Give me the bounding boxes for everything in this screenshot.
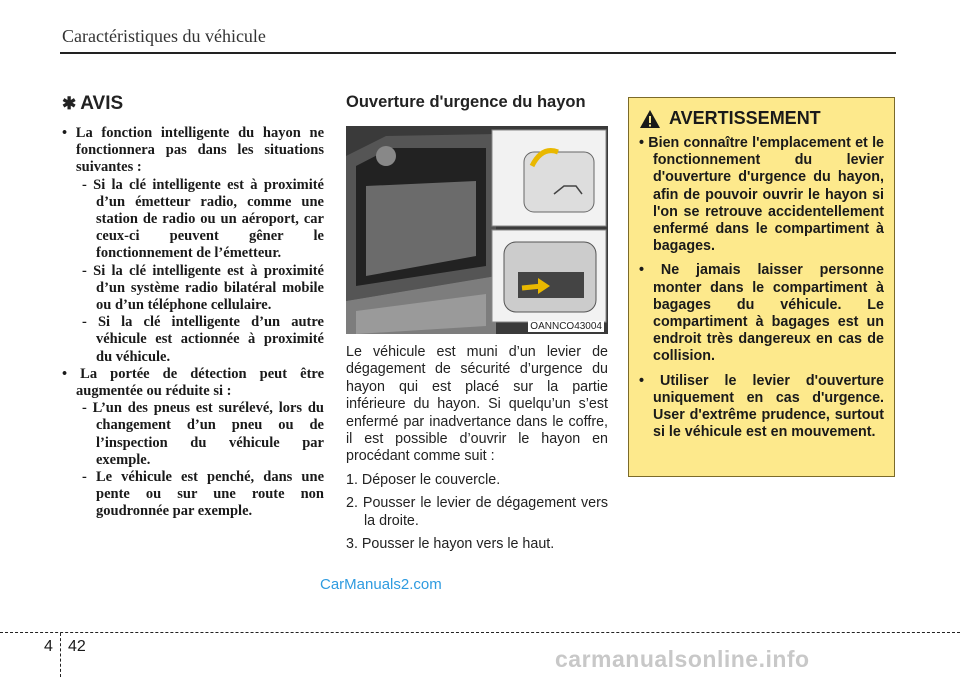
warning-triangle-icon (639, 109, 661, 129)
emergency-intro: Le véhicule est muni d’un levier de dégagement de sécurité d’urgence du hayon qui est placé sur la partie inférieure du hayon. Si quelqu’un s’est enfermé par inadvertance dans le coffre, il est possible d’ouvrir le hayon en procédant comme suit : (346, 344, 608, 465)
avis-heading (62, 93, 324, 115)
watermark-link[interactable]: CarManuals2.com (320, 576, 442, 593)
page-header-title: Caractéristiques du véhicule (62, 26, 266, 46)
watermark-bottom: carmanualsonline.info (555, 646, 810, 672)
warning-heading (639, 108, 884, 129)
avis-sub-1-2: - Si la clé intelligente est à proximité d’un système radio bilatéral mobile ou d’un téléphone cellulaire. (82, 262, 324, 314)
emergency-step-1: 1. Déposer le couvercle. (346, 471, 501, 488)
figure-caption: OANNCO43004 (530, 321, 602, 332)
star-icon: ✱ (62, 94, 77, 113)
emergency-section (346, 93, 608, 553)
warning-title: AVERTISSEMENT (669, 108, 821, 128)
tailgate-release-figure (346, 126, 608, 334)
avis-sub-1-1: - Si la clé intelligente est à proximité d’un émetteur radio, comme une station de radio ou un aéroport, car ceux-ci peuvent gêner le fonctionnement de l’émetteur. (82, 176, 324, 262)
warning-box (628, 97, 895, 477)
footer-divider (0, 632, 960, 633)
tailgate-illustration (346, 126, 608, 334)
emergency-body (346, 344, 608, 553)
avis-sub-2-1: - L’un des pneus est surélevé, lors du changement d’un pneu ou de l’inspection du véhicule par exemple. (82, 400, 324, 468)
avis-section (62, 93, 324, 521)
avis-bullet-1: • La fonction intelligente du hayon ne fonctionnera pas dans les situations suivantes : (62, 125, 325, 176)
header-rule (60, 52, 896, 54)
avis-sub-1-3: - Si la clé intelligente d’un autre véhicule est actionnée à proximité du véhicule. (82, 314, 324, 365)
avis-bullet-2: • La portée de détection peut être augmentée ou réduite si : (62, 365, 325, 400)
chapter-number: 4 (44, 638, 53, 655)
emergency-title: Ouverture d'urgence du hayon (346, 93, 586, 111)
avis-sub-2-2: - Le véhicule est penché, dans une pente ou sur une route non goudronnée par exemple. (82, 469, 324, 520)
emergency-step-3: 3. Pousser le hayon vers le haut. (346, 536, 555, 553)
warning-item-3: • Utiliser le levier d'ouverture uniquement en cas d'urgence. User d'extrême prudence, surtout si le véhicule est en mouvement. (639, 372, 884, 441)
avis-title: AVIS (80, 93, 124, 114)
page-number-divider (60, 633, 61, 677)
warning-item-1: • Bien connaître l'emplacement et le fonctionnement du levier d'ouverture d'urgence du hayon, afin de pouvoir ouvrir le hayon si l'on se retrouve accidentellement enfermé dans le compartiment à bagages. (639, 135, 884, 255)
warning-item-2: • Ne jamais laisser personne monter dans le compartiment à bagages du véhicule. Le compartiment à bagages est un endroit très dangereux en cas de collision. (639, 262, 884, 365)
emergency-step-2: 2. Pousser le levier de dégagement vers la droite. (346, 495, 608, 529)
page-number: 42 (68, 638, 86, 655)
